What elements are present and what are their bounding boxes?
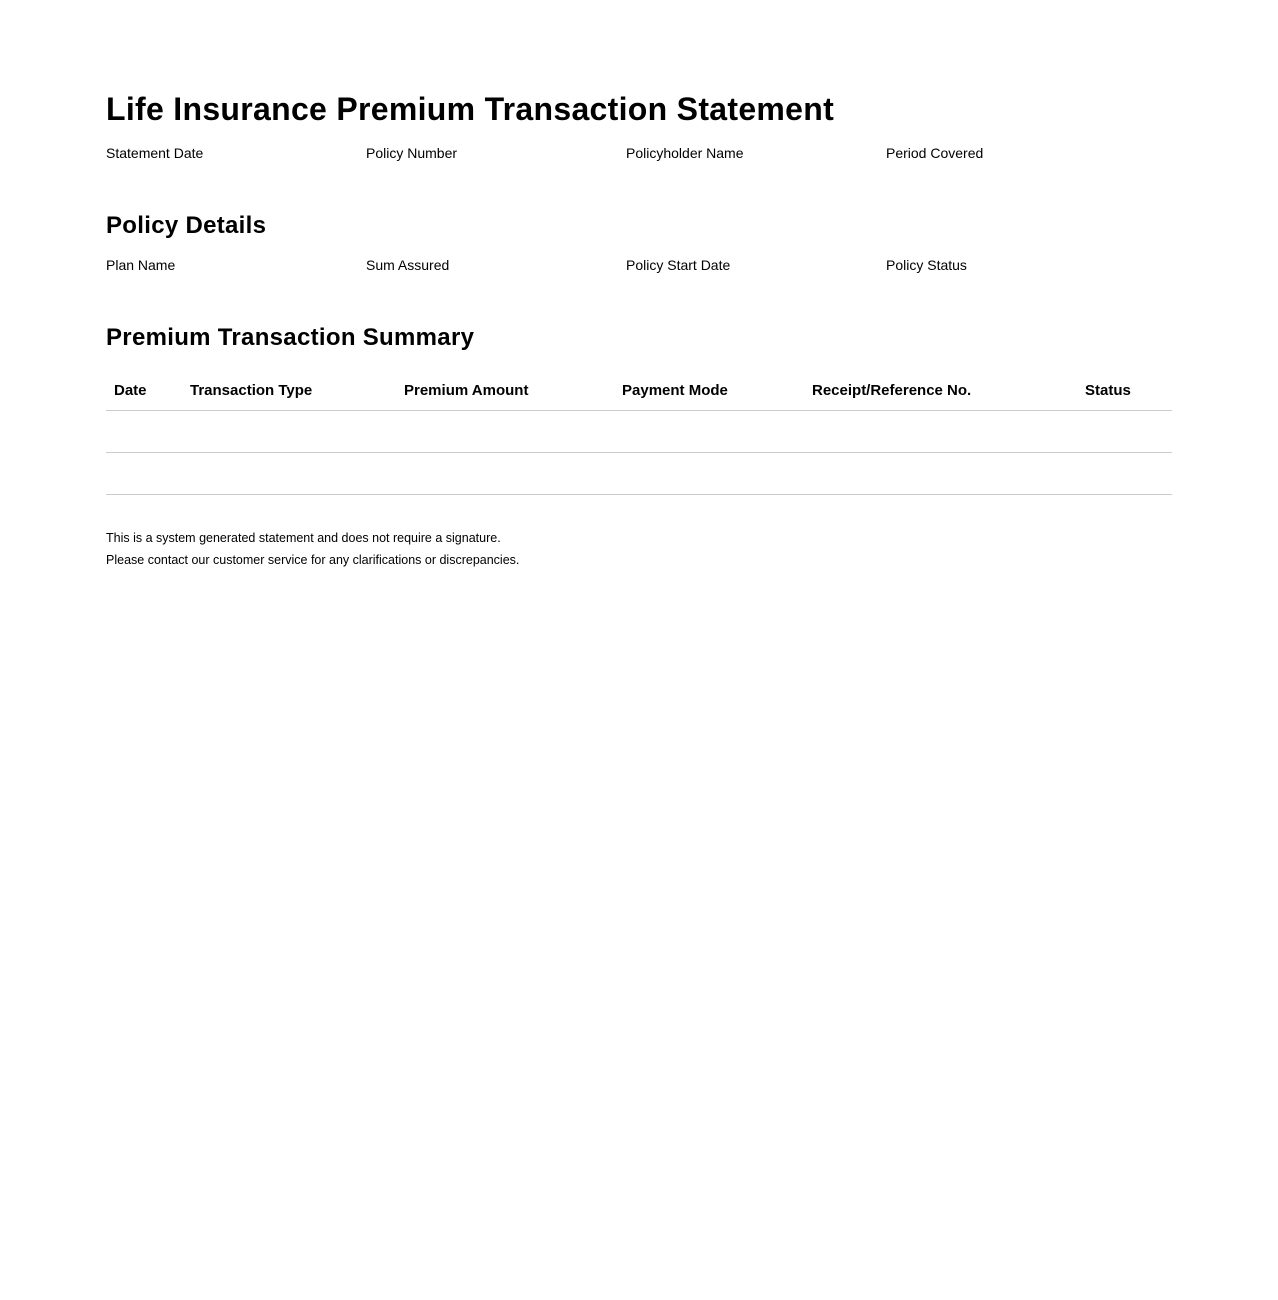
table-cell <box>106 453 182 495</box>
table-cell <box>804 411 1077 453</box>
table-cell <box>396 411 614 453</box>
column-header-receipt-reference: Receipt/Reference No. <box>804 370 1077 411</box>
policy-number-label: Policy Number <box>366 145 458 161</box>
table-cell <box>1077 411 1172 453</box>
period-covered-label: Period Covered <box>886 145 984 161</box>
footer-notes <box>106 527 519 571</box>
transaction-summary-heading: Premium Transaction Summary <box>106 324 475 351</box>
transaction-table <box>106 370 1172 495</box>
sum-assured-label: Sum Assured <box>366 257 450 273</box>
policy-status-label: Policy Status <box>886 257 967 273</box>
footer-note-signature: This is a system generated statement and does not require a signature. <box>106 531 501 545</box>
column-header-payment-mode: Payment Mode <box>614 370 804 411</box>
table-cell <box>106 411 182 453</box>
page-title: Life Insurance Premium Transaction Statement <box>106 91 835 127</box>
table-cell <box>1077 453 1172 495</box>
policy-start-date-label: Policy Start Date <box>626 257 731 273</box>
table-row <box>106 453 1172 495</box>
table-row <box>106 411 1172 453</box>
table-cell <box>182 411 396 453</box>
statement-info-row <box>106 143 1172 163</box>
footer-note-contact: Please contact our customer service for any clarifications or discrepancies. <box>106 553 520 567</box>
column-header-date: Date <box>106 370 182 411</box>
table-header-row <box>106 370 1172 411</box>
table-cell <box>614 411 804 453</box>
table-cell <box>804 453 1077 495</box>
statement-date-label: Statement Date <box>106 145 204 161</box>
policy-details-row <box>106 255 1172 275</box>
table-cell <box>396 453 614 495</box>
policyholder-name-label: Policyholder Name <box>626 145 744 161</box>
table-cell <box>182 453 396 495</box>
plan-name-label: Plan Name <box>106 257 176 273</box>
column-header-transaction-type: Transaction Type <box>182 370 396 411</box>
column-header-premium-amount: Premium Amount <box>396 370 614 411</box>
table-cell <box>614 453 804 495</box>
policy-details-heading: Policy Details <box>106 212 267 239</box>
column-header-status: Status <box>1077 370 1172 411</box>
